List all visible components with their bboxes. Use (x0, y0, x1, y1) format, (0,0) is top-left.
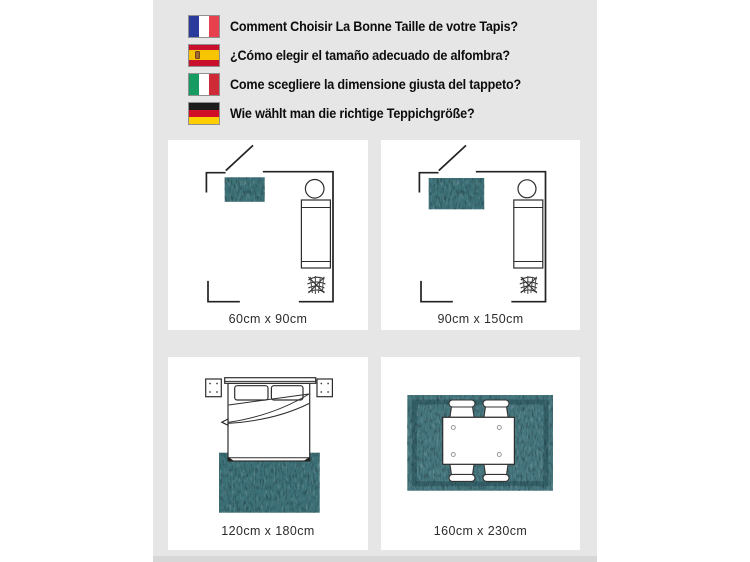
nightstand-right-icon (317, 379, 332, 397)
italy-flag-icon (189, 74, 219, 95)
dining-table-icon (443, 417, 515, 464)
side-table-icon (305, 180, 324, 199)
bedroom-diagram-120x180 (168, 357, 368, 550)
rug-90x150 (429, 178, 485, 209)
heading-row-spanish (189, 44, 553, 66)
pillow-icon (271, 386, 303, 400)
floorplan-diagram-60x90 (168, 140, 368, 330)
console-furniture-icon (301, 200, 330, 268)
heading-row-french (189, 15, 553, 37)
dining-diagram-160x230 (381, 357, 580, 550)
rug-size-label: 90cm x 150cm (437, 312, 524, 326)
heading-text-german: Wie wählt man die richtige Teppichgröße? (230, 105, 475, 121)
chair-icon (449, 400, 475, 417)
floorplan-diagram-90x150 (381, 140, 580, 330)
rug-60x90 (225, 177, 265, 202)
rug-size-label: 120cm x 180cm (221, 524, 315, 538)
rug-size-label: 160cm x 230cm (433, 524, 528, 538)
france-flag-icon (189, 16, 219, 37)
rug-120x180 (219, 453, 320, 513)
heading-text-french: Comment Choisir La Bonne Taille de votre Tapis? (230, 18, 518, 34)
rug-size-guide-image (153, 0, 597, 562)
bottom-shadow-bar (153, 556, 597, 562)
heading-row-italian (189, 73, 553, 95)
chair-icon (449, 464, 475, 481)
heading-row-german (189, 102, 553, 124)
heading-text-spanish: ¿Cómo elegir el tamaño adecuado de alfombra? (230, 47, 510, 63)
nightstand-left-icon (206, 379, 222, 397)
rug-size-card-120x180 (168, 357, 368, 550)
plant-icon (520, 276, 538, 294)
spain-flag-icon (189, 45, 219, 66)
chair-icon (483, 400, 509, 417)
germany-flag-icon (189, 103, 219, 124)
console-furniture-icon (514, 200, 543, 268)
rug-size-card-60x90 (168, 140, 368, 330)
side-table-icon (518, 180, 536, 198)
multilingual-heading (189, 15, 553, 124)
plant-icon (307, 276, 325, 294)
rug-size-card-160x230 (381, 357, 580, 550)
spain-crest-icon (195, 51, 200, 59)
pillow-icon (235, 386, 268, 400)
rug-size-card-90x150 (381, 140, 580, 330)
rug-size-label: 60cm x 90cm (228, 312, 308, 326)
bed-icon (222, 378, 316, 461)
heading-text-italian: Come scegliere la dimensione giusta del tappeto? (230, 76, 522, 92)
chair-icon (483, 464, 509, 481)
